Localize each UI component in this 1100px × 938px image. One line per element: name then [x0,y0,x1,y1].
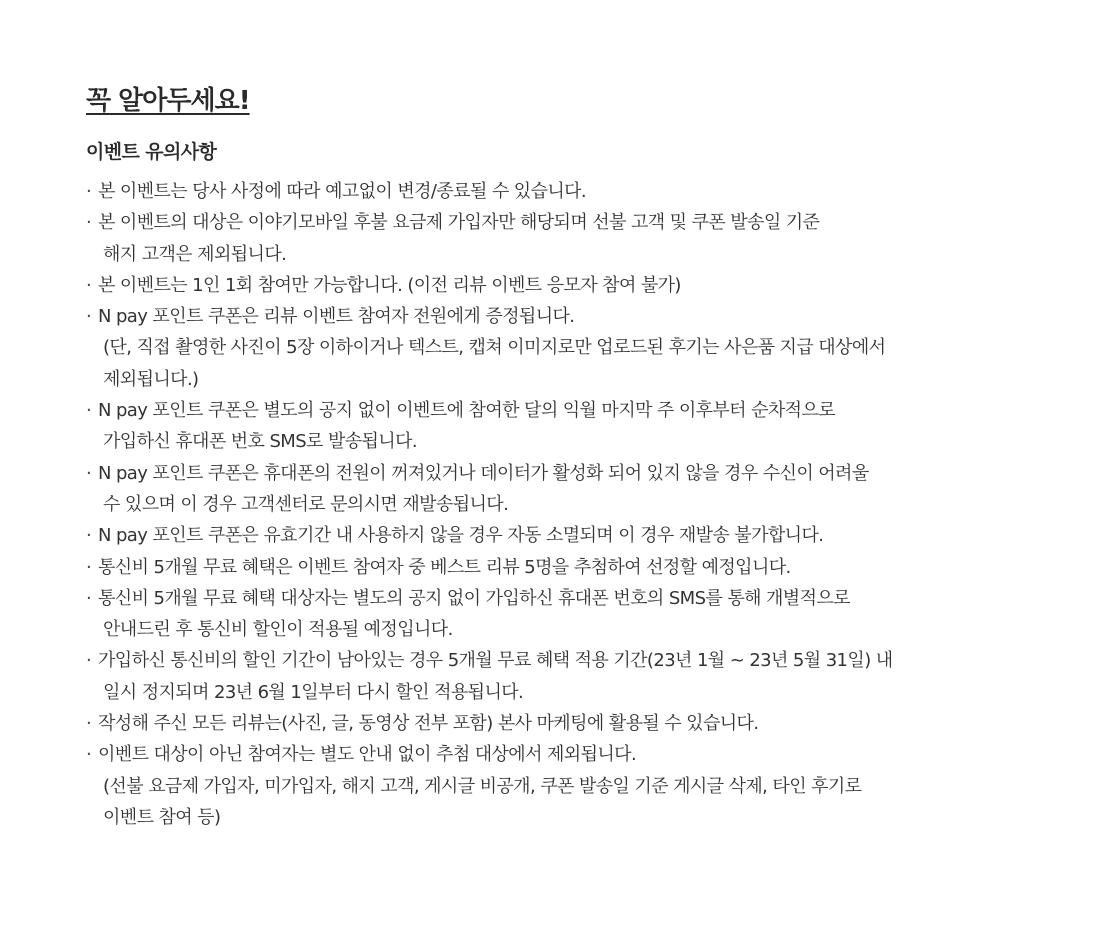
notice-list [86,176,1026,833]
list-item-text [98,552,791,583]
list-item [86,270,1026,301]
list-item-line: 해지 고객은 제외됩니다. [103,243,287,265]
bullet-mark: · [86,587,92,609]
list-item-line: 작성해 주신 모든 리뷰는(사진, 글, 동영상 전부 포함) 본사 마케팅에 활용될 수 있습니다. [98,713,759,735]
bullet-mark: · [86,212,92,234]
bullet-mark: · [86,525,92,547]
list-item-text [98,395,835,458]
bullet-mark: · [86,650,92,672]
list-item-line: 일시 정지되며 23년 6월 1일부터 다시 할인 적용됩니다. [103,681,524,703]
list-item-line: 본 이벤트는 당사 사정에 따라 예고없이 변경/종료될 수 있습니다. [98,181,587,202]
list-item-line: 수 있으며 이 경우 고객센터로 문의시면 재발송됩니다. [103,493,509,515]
notice-title: 꼭 알아두세요! [86,86,250,116]
bullet-mark: · [86,306,92,328]
bullet-mark: · [86,400,92,422]
list-item [86,176,1026,207]
list-item-line: 통신비 5개월 무료 혜택 대상자는 별도의 공지 없이 가입하신 휴대폰 번호의 SMS를 통해 개별적으로 [98,587,850,609]
list-item-text [98,708,758,739]
list-item-line: 본 이벤트의 대상은 이야기모바일 후불 요금제 가입자만 해당되며 선불 고객 및 쿠폰 발송일 기준 [98,212,820,234]
list-item [86,645,1026,708]
list-item [86,739,1026,833]
list-item-line: (선불 요금제 가입자, 미가입자, 해지 고객, 게시글 비공개, 쿠폰 발송일 기준 게시글 삭제, 타인 후기로 [103,775,862,797]
list-item [86,301,1026,395]
list-item [86,207,1026,270]
list-item-text [98,207,819,270]
bullet-mark: · [86,744,92,766]
list-item [86,708,1026,739]
list-item-line: 통신비 5개월 무료 혜택은 이벤트 참여자 중 베스트 리뷰 5명을 추첨하여 선정할 예정입니다. [98,556,791,578]
list-item-line: (단, 직접 촬영한 사진이 5장 이하이거나 텍스트, 캡쳐 이미지로만 업로드된 후기는 사은품 지급 대상에서 [103,337,886,359]
list-item-text [98,270,681,301]
list-item [86,395,1026,458]
list-item-text [98,645,893,708]
section-title: 이벤트 유의사항 [86,141,217,163]
list-item-text [98,176,586,207]
list-item-line: N pay 포인트 쿠폰은 유효기간 내 사용하지 않을 경우 자동 소멸되며 이 경우 재발송 불가합니다. [98,525,824,547]
bullet-mark: · [86,181,92,202]
list-item [86,520,1026,551]
list-item-line: 가입하신 통신비의 할인 기간이 남아있는 경우 5개월 무료 혜택 적용 기간(23년 1월 ~ 23년 5월 31일) 내 [98,650,893,672]
list-item-line: 이벤트 참여 등) [103,806,221,828]
bullet-mark: · [86,556,92,578]
list-item-line: N pay 포인트 쿠폰은 별도의 공지 없이 이벤트에 참여한 달의 익월 마지막 주 이후부터 순차적으로 [98,400,836,422]
list-item-text [98,583,850,646]
list-item-text [98,520,823,551]
list-item-line: 제외됩니다.) [103,368,199,390]
bullet-mark: · [86,713,92,735]
list-item-line: 안내드린 후 통신비 할인이 적용될 예정입니다. [103,619,453,641]
list-item-line: 이벤트 대상이 아닌 참여자는 별도 안내 없이 추첨 대상에서 제외됩니다. [98,744,637,766]
list-item-line: N pay 포인트 쿠폰은 리뷰 이벤트 참여자 전원에게 증정됩니다. [98,306,575,328]
list-item-line: N pay 포인트 쿠폰은 휴대폰의 전원이 꺼져있거나 데이터가 활성화 되어 있지 않을 경우 수신이 어려울 [98,462,869,484]
bullet-mark: · [86,274,92,296]
list-item-text [98,458,869,521]
list-item-text [98,739,861,833]
list-item [86,458,1026,521]
list-item-text [98,301,885,395]
bullet-mark: · [86,462,92,484]
list-item [86,552,1026,583]
list-item-line: 본 이벤트는 1인 1회 참여만 가능합니다. (이전 리뷰 이벤트 응모자 참여 불가) [98,274,681,296]
list-item-line: 가입하신 휴대폰 번호 SMS로 발송됩니다. [103,431,418,453]
list-item [86,583,1026,646]
